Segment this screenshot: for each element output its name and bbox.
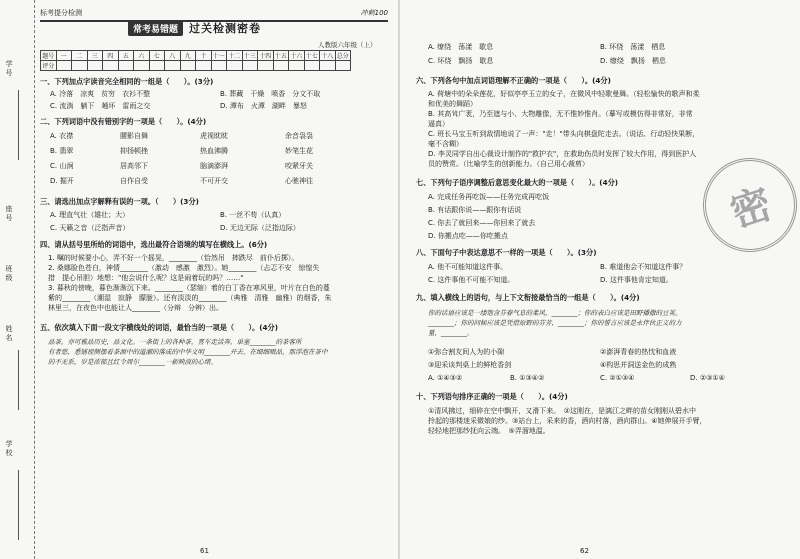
q10-line: 拎起的那楼迷采微娘的纱。③站台上，采来的香，酒向村落，酒向群山。④她伸展开手臂，: [428, 417, 707, 425]
q3-option-d: D. 无边无际（泛指边际）: [220, 224, 300, 232]
left-page: [0, 0, 398, 559]
question-1: 一、下列加点字读音完全相同的一组是（ ）。(3分): [40, 77, 214, 86]
q6-line: C. 班长马宝玉听到敌情地说了一声："走！"带头向棋盘陀走去。（说话、行动轻快果断，: [428, 130, 700, 138]
q9-option-a: A. ①④③②: [428, 374, 463, 382]
q9-line: 量，________。: [428, 329, 474, 337]
q1-option-c: C. 流淌 躺下 趟坏 雷雨之交: [50, 102, 151, 110]
q8-option-b: B. 难道他会不知道这件事？: [600, 263, 687, 271]
score-header-cell: 八: [165, 51, 181, 61]
score-header-cell: 十二: [227, 51, 243, 61]
q10-line: 轻轻地把那纱抚向云端。 ⑤弄溜地温。: [428, 427, 550, 435]
q2-option: A. 衣襟: [50, 132, 74, 140]
score-cell: [227, 61, 243, 71]
score-cell: [273, 61, 289, 71]
q5-option-b: B. 环绕 荡漾 栖息: [600, 43, 666, 51]
score-cell: [289, 61, 305, 71]
q10-line: ①清风拂过，细碎在空中飘开，又滑下来。 ②这刚在，是漓江之畔的苗女刚刚从碧水中: [428, 407, 697, 415]
series-name: 标考提分检测: [40, 9, 82, 17]
q2-word: 居高邻下: [120, 162, 148, 170]
q2-word: 余音袅袅: [285, 132, 313, 140]
q2-word: 妙笔生花: [285, 147, 313, 155]
score-header-cell: 七: [149, 51, 165, 61]
q8-option-c: C. 这件事他不可能不知道。: [428, 276, 515, 284]
q4-line: 措 提心吊胆）地想："他会说什么呢？这是闹着玩的吗？……": [48, 274, 244, 282]
q6-line: 员的赞赏。（比喻学生的创新能力。（自己用心裁剪）: [428, 160, 589, 168]
score-cell: [258, 61, 274, 71]
score-header-cell: 十五: [273, 51, 289, 61]
q2-option: C. 山涧: [50, 162, 74, 170]
banner-tag: 常考易错题: [128, 21, 183, 36]
score-cell: [304, 61, 320, 71]
q6-line: 毫不含糊）: [428, 140, 463, 148]
q4-line: 紫的________（潮湿 寂静 朦胧）。还有淡淡的________（典雅 清雅 幽雅）的烟香，朱: [48, 294, 332, 302]
q9-passage: [428, 308, 790, 338]
q9-option-d: D. ②③①④: [690, 374, 725, 382]
score-cell: [56, 61, 72, 71]
q6-line: 逼真）: [428, 120, 449, 128]
score-cell: [103, 61, 119, 71]
q2-word: 虎视眈眈: [200, 132, 228, 140]
q6-line: D. 李灵同学自出心裁设计制作的"救护衣"，在救助伤员时发挥了较大作用，得到医护人: [428, 150, 697, 158]
score-cell: 评分: [41, 61, 57, 71]
score-cell: [320, 61, 336, 71]
q5-line: 品茶，亦可雅品历史，品文化。一条街上的各种茶，喜车走活奔，单塞________的茶客所: [48, 338, 302, 346]
q9-item-2: ②澎湃青春的热忱和血液: [600, 348, 677, 356]
q2-word: 脑滴澎湃: [200, 162, 228, 170]
score-cell: [165, 61, 181, 71]
q9-item-4: ④构思并洞送金色的成熟: [600, 361, 677, 369]
score-header-cell: 十七: [304, 51, 320, 61]
q5-option-c: C. 环绕 飘扬 歇息: [428, 57, 494, 65]
q2-word: 咬紧牙关: [285, 162, 313, 170]
q9-item-1: ①弥合割友间人为的小隙: [428, 348, 505, 356]
score-header-cell: 九: [180, 51, 196, 61]
q3-option-b: B. 一丝不苟（认真）: [220, 211, 286, 219]
q1-option-a: A. 冷落 凉爽 贫穷 衣衫不整: [50, 90, 151, 98]
q5-line: 有者悠，悉铺视侧摆着茶源中的道潮的落成的中华文明________开去。在细细啜品，那浮泡在茶中: [48, 348, 328, 356]
q2-word: 热血沸腾: [200, 147, 228, 155]
score-cell: [196, 61, 212, 71]
score-header-cell: 一: [56, 51, 72, 61]
exam-title: 过关检测密卷: [189, 22, 262, 35]
score-table: [40, 50, 351, 71]
score-header-cell: 题号: [41, 51, 57, 61]
q2-word: 心驰神往: [285, 177, 313, 185]
edition-label: 人教版六年级（上）: [318, 41, 377, 49]
q2-option: D. 掘开: [50, 177, 74, 185]
q1-option-b: B. 葬藏 干燥 喷香 分文不取: [220, 90, 321, 98]
q7-option-a: A. 完成任务再吃饭——任务完成再吃饭: [428, 193, 550, 201]
score-header-cell: 十四: [258, 51, 274, 61]
page-number: 62: [580, 547, 589, 555]
score-header-cell: 六: [134, 51, 150, 61]
q6-line: B. 其高耸广袤，乃至遮与小、大物雕像，无不惟妙惟肖。（摹写或模仿得非常好，非常: [428, 110, 693, 118]
q9-line: ________；你的问候应该是凭借原野的芬芳，________；你的誓言应该是永伴伙正义的力: [428, 319, 682, 327]
q4-body: [48, 253, 332, 313]
q6-line: A. 荷塘中的朵朵莲花，好似亭亭玉立的女子，在微风中轻歌曼舞。（轻松愉快的歌声和柔: [428, 90, 700, 98]
score-row-values: [41, 61, 351, 71]
q7-option-c: C. 你去了就回来——你回来了就去: [428, 219, 536, 227]
q4-line: 1. 嘱的时候要小心，弄不好一个摇晃，________（恰然吊 摔跌尽 前仆后掷）。: [48, 254, 299, 262]
score-cell: [242, 61, 258, 71]
score-cell: [180, 61, 196, 71]
series-tag: 冲刺100: [360, 9, 388, 17]
score-cell: [149, 61, 165, 71]
q4-line: 林里三，在夜色中也能让人________（分辩 分辨）出。: [48, 304, 223, 312]
q9-option-b: B. ①③④②: [510, 374, 545, 382]
right-page: [400, 0, 800, 559]
score-cell: [87, 61, 103, 71]
q7-option-b: B. 有话跟你说——跟你有话说: [428, 206, 522, 214]
question-10: 十、下列语句排序正确的一项是（ ）。(4分): [416, 392, 568, 401]
score-cell: [211, 61, 227, 71]
exam-banner: [128, 20, 261, 36]
page-number: 61: [200, 547, 209, 555]
score-header-cell: 五: [118, 51, 134, 61]
question-8: 八、下面句子中表达意思不一样的一项是（ ）。(3分): [416, 248, 597, 257]
q5-line: 的不无系，岁是浓郁且红令周尔________一新映淡的心绪。: [48, 358, 217, 366]
q8-option-a: A. 他不可能知道这件事。: [428, 263, 508, 271]
score-cell: [335, 61, 351, 71]
question-5: 五、依次填入下面一段文字横线处的词语，最恰当的一项是（ ）。(4分): [40, 323, 278, 332]
q5-option-d: D. 缭绕 飘扬 栖息: [600, 57, 666, 65]
q2-word: 腰影自舞: [120, 132, 148, 140]
q10-body: [428, 406, 790, 436]
score-header-cell: 四: [103, 51, 119, 61]
question-9: 九、填入横线上的语句，与上下文衔接最恰当的一组是（ ）。(4分): [416, 293, 640, 302]
binding-label-xuexiao: 学校: [5, 440, 13, 457]
score-header-cell: 十一: [211, 51, 227, 61]
question-4: 四、请从括号里所给的词语中，选出最符合语境的填写在横线上。(6分): [40, 240, 268, 249]
question-3: 三、请选出加点字解释有误的一项。（ ）(3分): [40, 197, 199, 206]
score-header-cell: 十: [196, 51, 212, 61]
binding-label-banji: 班级: [5, 265, 13, 282]
q1-option-d: D. 潭布 火潭 湖畔 暴怒: [220, 102, 307, 110]
q4-line: 2. 桑娜脸色苍白，神情________（激动 感激 激烈）。她________（忐忑不安 惊惶失: [48, 264, 320, 272]
confidential-stamp: 密: [691, 146, 800, 264]
question-7: 七、下列句子语序调整后意思变化最大的一项是（ ）。(4分): [416, 178, 619, 187]
q5-option-a: A. 缭绕 荡漾 歇息: [428, 43, 494, 51]
q9-option-c: C. ②①③④: [600, 374, 635, 382]
binding-line: [18, 90, 19, 160]
q2-word: 不可开交: [200, 177, 228, 185]
q4-line: 3. 暮秋的傍晚，暮色渐渐沉下来。________（瑟缩）着的白丁香在寒风里，叶片在白色的蔓: [48, 284, 330, 292]
score-header-cell: 二: [72, 51, 88, 61]
q3-option-a: A. 理直气壮（雄壮；大）: [50, 211, 130, 219]
q3-option-c: C. 天籁之音（泛指声音）: [50, 224, 130, 232]
q9-line: 你的话语应该是一缕饱含芬春气息的柔风，________；你的表白应该是田野播撒的豆荚，: [428, 309, 682, 317]
score-cell: [118, 61, 134, 71]
q6-line: 和优美的舞蹈）: [428, 100, 477, 108]
binding-margin: [0, 0, 35, 559]
q6-body: [428, 89, 788, 169]
q2-word: 自作自受: [120, 177, 148, 185]
binding-label-xuehao: 学号: [5, 60, 13, 77]
score-header-cell: 十八: [320, 51, 336, 61]
score-header-cell: 三: [87, 51, 103, 61]
score-cell: [134, 61, 150, 71]
binding-label-zuohao: 座号: [5, 205, 13, 222]
score-cell: [72, 61, 88, 71]
q2-word: 抑扬顿挫: [120, 147, 148, 155]
q8-option-d: D. 这件事他肯定知道。: [600, 276, 673, 284]
score-row-header: [41, 51, 351, 61]
q7-option-d: D. 你搬点吃——你吃搬点: [428, 232, 508, 240]
score-header-cell: 十三: [242, 51, 258, 61]
score-header-cell: 总分: [335, 51, 351, 61]
score-header-cell: 十六: [289, 51, 305, 61]
q9-item-3: ③迎采谈判桌上的鲜枪香剑: [428, 361, 512, 369]
question-2: 二、下列词语中没有错别字的一项是（ ）。(4分): [40, 117, 207, 126]
q2-option: B. 翡翠: [50, 147, 74, 155]
binding-line: [18, 470, 19, 540]
binding-label-xingming: 姓名: [5, 325, 13, 342]
q5-passage: [48, 337, 393, 367]
binding-line: [18, 350, 19, 410]
question-6: 六、下列各句中加点词语理解不正确的一项是（ ）。(4分): [416, 76, 611, 85]
